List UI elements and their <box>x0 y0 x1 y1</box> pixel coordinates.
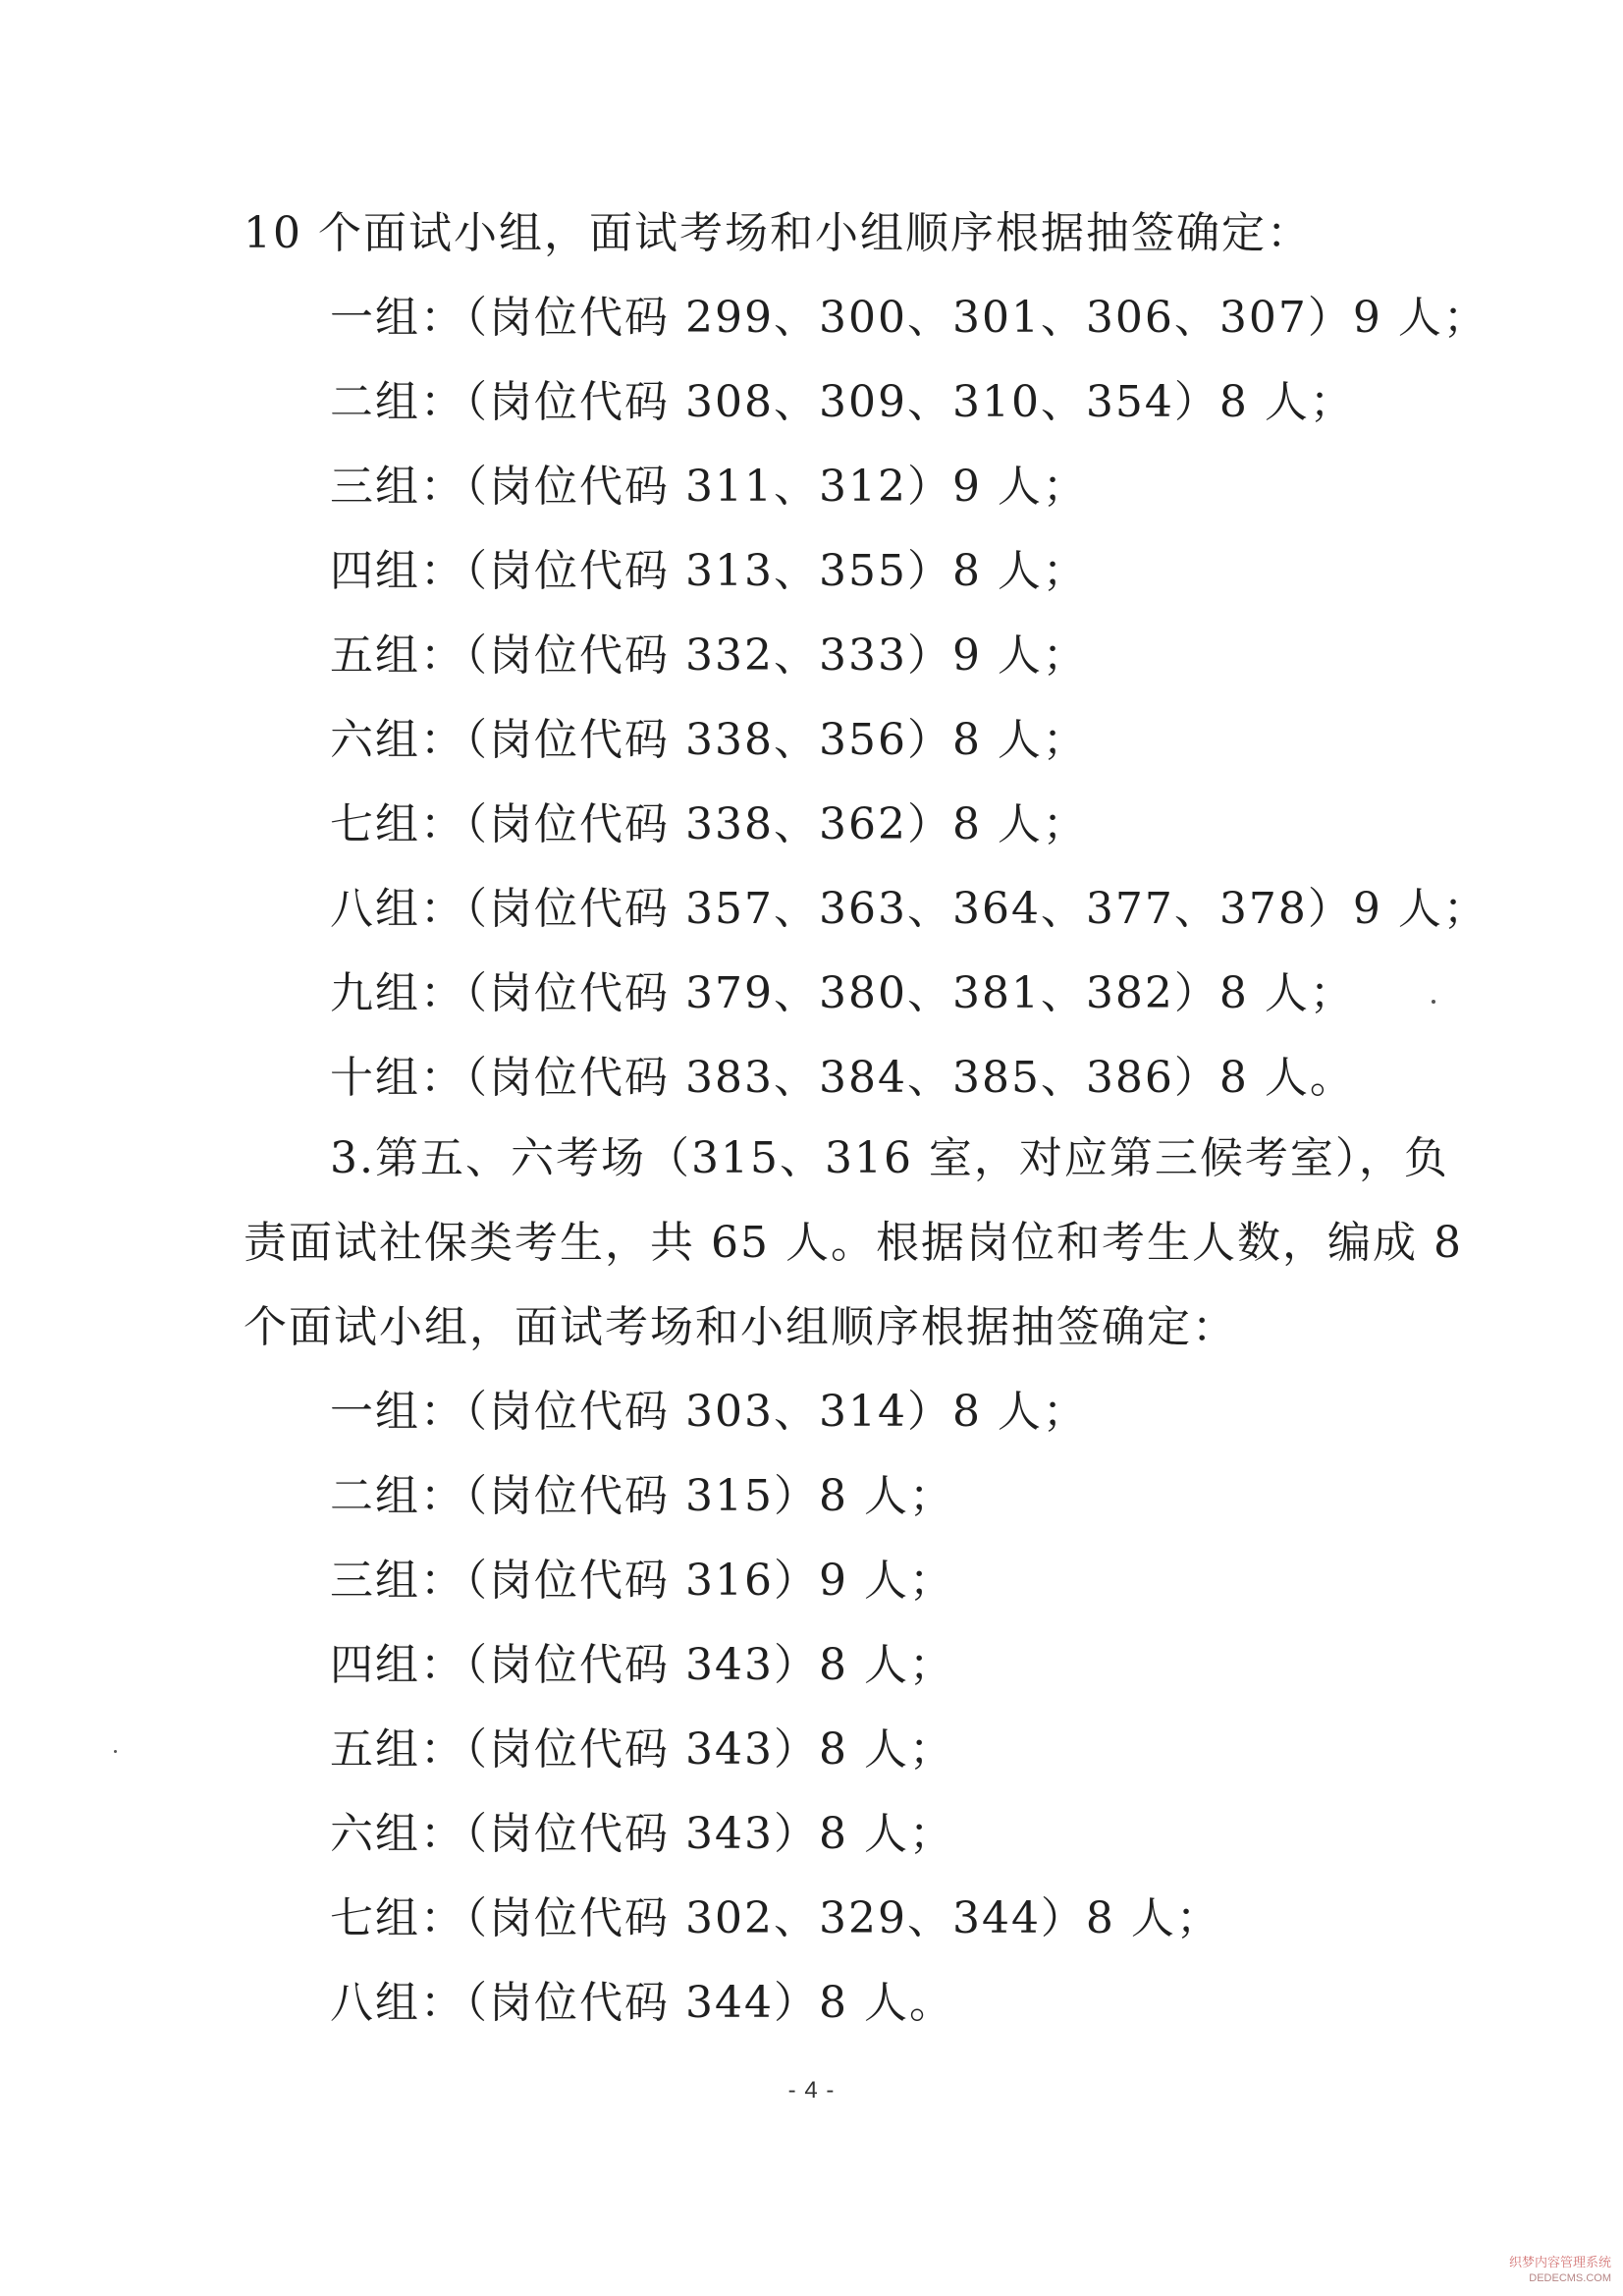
watermark-line-2: DEDECMS.COM <box>1529 2272 1611 2284</box>
group-a-1: 一组：（岗位代码 299、300、301、306、307）9 人； <box>330 293 1488 343</box>
group-a-6: 六组：（岗位代码 338、356）8 人； <box>330 715 1088 765</box>
group-b-8: 八组：（岗位代码 344）8 人。 <box>330 1978 954 2028</box>
group-a-7: 七组：（岗位代码 338、362）8 人； <box>330 799 1088 849</box>
group-a-10: 十组：（岗位代码 383、384、385、386）8 人。 <box>330 1053 1355 1103</box>
group-b-4: 四组：（岗位代码 343）8 人； <box>330 1640 954 1690</box>
group-b-2: 二组：（岗位代码 315）8 人； <box>330 1471 954 1521</box>
group-b-5: 五组：（岗位代码 343）8 人； <box>330 1724 954 1775</box>
section3-paragraph-line-2: 责面试社保类考生，共 65 人。根据岗位和考生人数，编成 8 <box>243 1218 1463 1268</box>
section3-paragraph-line-3: 个面试小组，面试考场和小组顺序根据抽签确定： <box>243 1302 1237 1352</box>
scan-speck <box>114 1750 117 1753</box>
group-b-3: 三组：（岗位代码 316）9 人； <box>330 1556 954 1606</box>
group-a-5: 五组：（岗位代码 332、333）9 人； <box>330 630 1088 681</box>
group-a-8: 八组：（岗位代码 357、363、364、377、378）9 人； <box>330 884 1488 934</box>
section3-paragraph-line-1: 3.第五、六考场（315、316 室，对应第三候考室），负 <box>330 1133 1449 1183</box>
group-a-3: 三组：（岗位代码 311、312）9 人； <box>330 462 1088 512</box>
watermark-line-1: 织梦内容管理系统 <box>1508 2255 1611 2269</box>
group-a-4: 四组：（岗位代码 313、355）8 人； <box>330 546 1088 596</box>
group-b-7: 七组：（岗位代码 302、329、344）8 人； <box>330 1893 1221 1943</box>
intro-paragraph: 10 个面试小组，面试考场和小组顺序根据抽签确定： <box>243 208 1312 258</box>
group-a-2: 二组：（岗位代码 308、309、310、354）8 人； <box>330 377 1355 427</box>
scan-speck <box>1432 1000 1435 1004</box>
group-b-6: 六组：（岗位代码 343）8 人； <box>330 1809 954 1859</box>
group-a-9: 九组：（岗位代码 379、380、381、382）8 人； <box>330 968 1355 1018</box>
page-number: - 4 - <box>787 2077 836 2104</box>
group-b-1: 一组：（岗位代码 303、314）8 人； <box>330 1387 1088 1437</box>
site-watermark <box>1503 2255 1611 2286</box>
